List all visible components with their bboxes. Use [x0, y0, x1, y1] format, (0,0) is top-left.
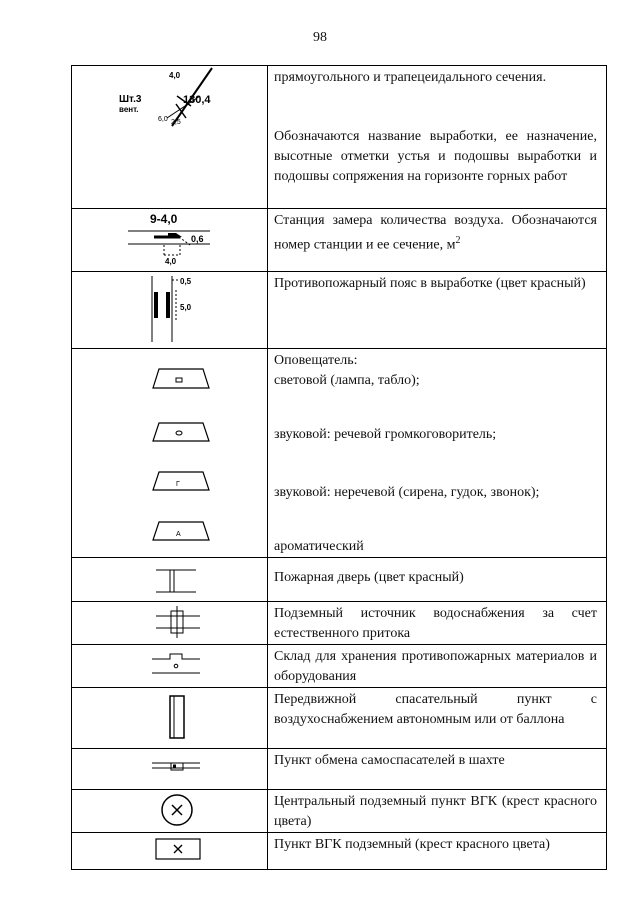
- symbol-cell: [72, 602, 268, 645]
- vgk-symbol: [72, 833, 267, 869]
- description-cell: [268, 209, 607, 272]
- air-station-label-bottom: 4,0: [165, 257, 177, 266]
- table-row: [72, 790, 607, 833]
- description-text: Передвижной спасательный пункт с воздухоснабжением автономным или от баллона: [274, 692, 597, 727]
- siren-annunciator-icon: [153, 472, 209, 490]
- symbol-cell: [72, 833, 268, 870]
- description-cell: [268, 272, 607, 349]
- table-row: [72, 272, 607, 349]
- description-text: прямоугольного и трапецеидального сечения.: [274, 70, 547, 85]
- symbols-table: [71, 65, 607, 870]
- description-text: Обозначаются название выработки, ее назначение, высотные отметки устья и подошвы выработки и подошвы сопряжения на горизонте горных работ: [274, 129, 597, 184]
- symbol-cell: [72, 645, 268, 688]
- description-cell: [268, 688, 607, 749]
- shaft-label-left-bottom: вент.: [119, 105, 139, 114]
- shaft-symbol: [72, 66, 267, 208]
- symbol-cell: [72, 688, 268, 749]
- description-text: Пожарная дверь (цвет красный): [274, 570, 464, 585]
- siren-glyph: Г: [176, 481, 180, 488]
- table-row: [72, 209, 607, 272]
- air-station-label-right: 0,6: [191, 234, 204, 244]
- description-text: Центральный подземный пункт ВГК (крест красного цвета): [274, 794, 597, 829]
- description-cell: [268, 66, 607, 209]
- symbol-cell: [72, 790, 268, 833]
- table-row: [72, 749, 607, 790]
- table-row: [72, 602, 607, 645]
- self-rescuer-symbol: [72, 749, 267, 789]
- symbol-cell: [72, 66, 268, 209]
- description-text: Станция замера количества воздуха. Обозначаются номер станции и ее сечение, м: [274, 213, 597, 253]
- aromatic-glyph: А: [176, 531, 181, 538]
- air-station-label-top: 9-4,0: [150, 212, 178, 226]
- description-cell: [268, 645, 607, 688]
- air-station-symbol: [72, 209, 267, 271]
- description-cell: [268, 790, 607, 833]
- superscript: 2: [455, 235, 461, 246]
- description-cell: [268, 749, 607, 790]
- description-cell: [268, 349, 607, 558]
- table-row: [72, 349, 607, 558]
- symbol-cell: [72, 272, 268, 349]
- symbol-cell: [72, 349, 268, 558]
- fire-door-symbol: [72, 558, 267, 601]
- shaft-label-right: 130,4: [183, 94, 211, 106]
- table-row: [72, 833, 607, 870]
- shaft-label-d2: 2,5: [171, 119, 181, 126]
- description-text: Оповещатель:: [274, 353, 358, 368]
- annunciator-symbols: [72, 349, 267, 552]
- table-row: [72, 688, 607, 749]
- fire-belt-symbol: [72, 272, 267, 348]
- central-vgk-symbol: [72, 790, 267, 831]
- symbol-cell: [72, 558, 268, 602]
- shaft-label-left-top: Шт.3: [119, 94, 142, 105]
- table-row: [72, 558, 607, 602]
- description-text: Противопожарный пояс в выработке (цвет красный): [274, 276, 586, 291]
- description-text: Пункт обмена самоспасателей в шахте: [274, 753, 505, 768]
- symbol-cell: [72, 209, 268, 272]
- table-row: [72, 66, 607, 209]
- speaker-annunciator-icon: [153, 423, 209, 441]
- description-text: световой (лампа, табло);: [274, 373, 420, 388]
- fire-belt-label-a: 0,5: [180, 277, 192, 286]
- page-number: 98: [313, 30, 327, 45]
- description-text: ароматический: [274, 539, 364, 554]
- description-text: звуковой: речевой громкоговоритель;: [274, 427, 497, 442]
- description-text: Пункт ВГК подземный (крест красного цвета): [274, 837, 550, 852]
- shaft-label-top: 4,0: [169, 71, 181, 80]
- symbol-cell: [72, 749, 268, 790]
- shaft-label-d1: 6,0: [158, 116, 168, 123]
- fire-store-symbol: [72, 645, 267, 687]
- description-cell: [268, 833, 607, 870]
- water-source-symbol: [72, 602, 267, 644]
- aromatic-annunciator-icon: [153, 522, 209, 540]
- description-cell: [268, 602, 607, 645]
- description-cell: [268, 558, 607, 602]
- description-text: Подземный источник водоснабжения за счет естественного притока: [274, 606, 597, 641]
- table-row: [72, 645, 607, 688]
- fire-belt-label-b: 5,0: [180, 303, 192, 312]
- description-text: Склад для хранения противопожарных материалов и оборудования: [274, 649, 597, 684]
- mobile-rescue-symbol: [72, 688, 267, 748]
- description-text: звуковой: неречевой (сирена, гудок, звонок);: [274, 485, 540, 500]
